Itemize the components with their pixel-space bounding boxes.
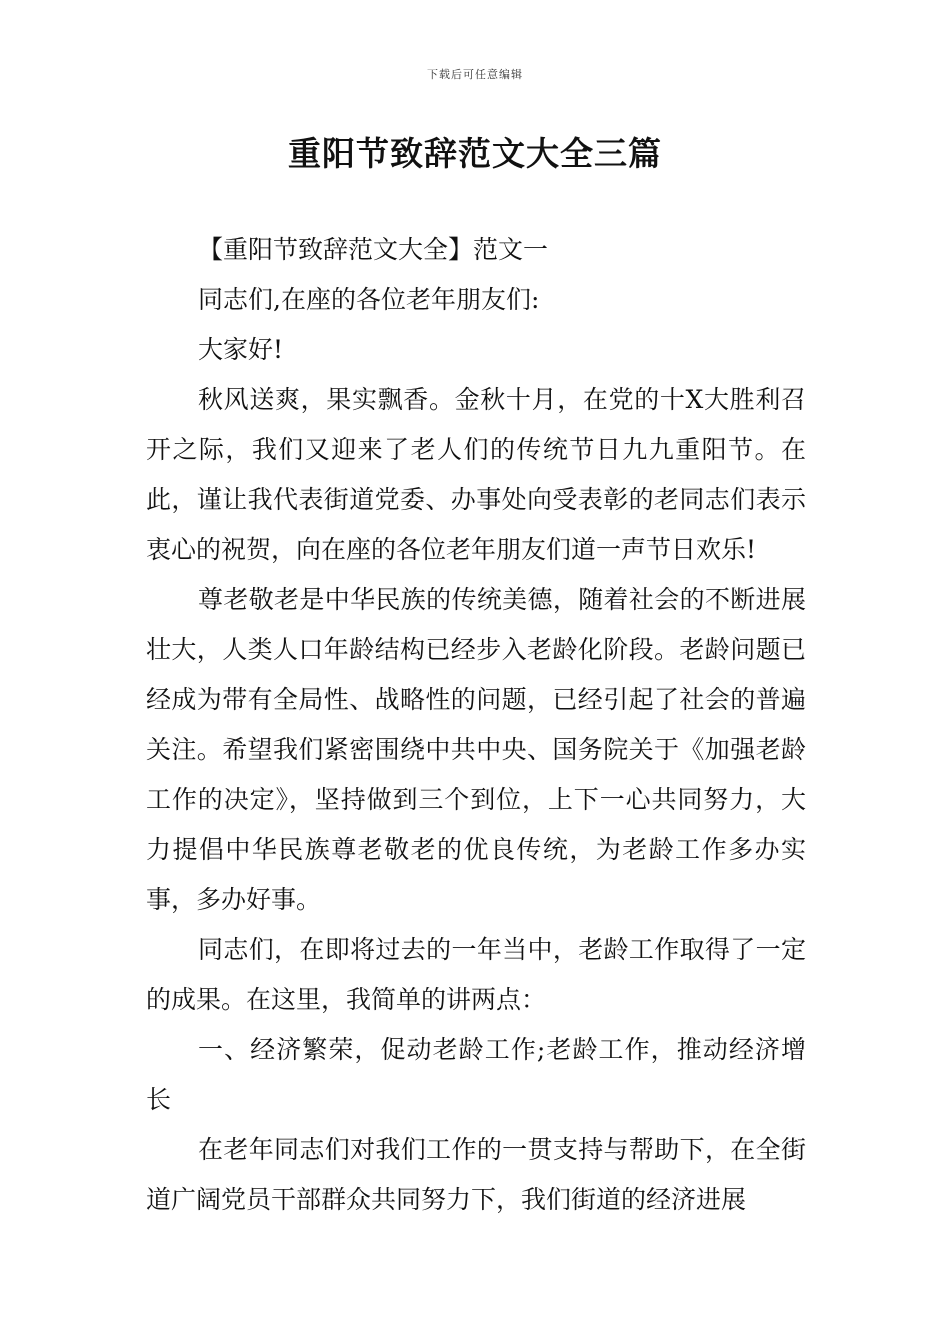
body-paragraph: 同志们，在即将过去的一年当中，老龄工作取得了一定的成果。在这里，我简单的讲两点： [146, 935, 806, 1014]
greeting: 大家好! [198, 335, 284, 364]
section-heading: 【重阳节致辞范文大全】范文一 [198, 235, 549, 264]
body-paragraph: 秋风送爽，果实飘香。金秋十月，在党的十X大胜利召开之际，我们又迎来了老人们的传统节日九九重阳节。在此，谨让我代表街道党委、办事处向受表彰的老同志们表示衷心的祝贺，向在座的各位老年朋友们道一声节日欢乐! [146, 385, 806, 564]
salutation: 同志们,在座的各位老年朋友们: [198, 285, 540, 314]
subheading: 一、经济繁荣，促动老龄工作;老龄工作，推动经济增长 [146, 1035, 806, 1114]
body-paragraph: 在老年同志们对我们工作的一贯支持与帮助下，在全街道广阔党员干部群众共同努力下，我们街道的经济进展 [146, 1135, 806, 1214]
body-paragraph: 尊老敬老是中华民族的传统美德，随着社会的不断进展壮大，人类人口年龄结构已经步入老龄化阶段。老龄问题已经成为带有全局性、战略性的问题，已经引起了社会的普遍关注。希望我们紧密围绕中共中央、国务院关于《加强老龄工作的决定》，坚持做到三个到位，上下一心共同努力，大力提倡中华民族尊老敬老的优良传统，为老龄工作多办实事，多办好事。 [146, 585, 806, 914]
document-title: 重阳节致辞范文大全三篇 [288, 134, 662, 173]
document-body [146, 225, 806, 1225]
header-note: 下载后可任意编辑 [427, 68, 523, 81]
